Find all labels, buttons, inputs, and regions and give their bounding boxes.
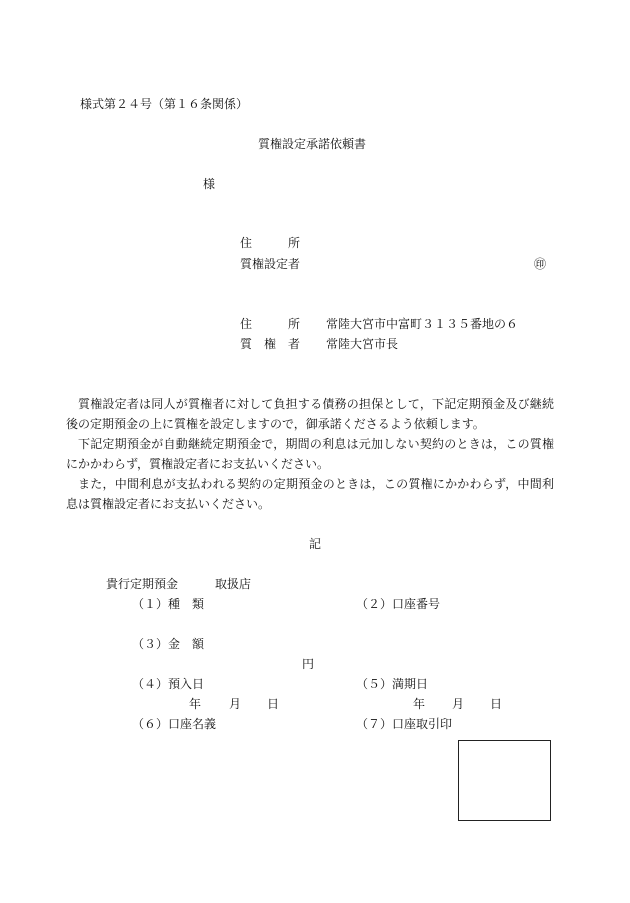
deposit-header-left: 貴行定期預金 bbox=[106, 577, 179, 591]
seal-mark-icon: ㊞ bbox=[534, 257, 547, 271]
maturity-date-year: 年 bbox=[413, 697, 426, 711]
body-paragraph-1: 質権設定者は同人が質権者に対して負担する債務の担保として，下記定期預金及び継続後の定期預金の上に質権を設定しますので，御承諾くださるよう依頼します。 bbox=[66, 397, 554, 431]
seal-impression-box bbox=[458, 740, 551, 821]
item-type: （１）種 類 bbox=[132, 597, 205, 611]
body-paragraph-3: また，中間利息が支払われる契約の定期預金のときは，この質権にかかわらず，中間利息は質権設定者にお支払いください。 bbox=[66, 477, 554, 511]
maturity-date-month: 月 bbox=[452, 697, 465, 711]
item-maturity-date: （５）満期日 bbox=[356, 677, 429, 691]
addressee-suffix: 様 bbox=[203, 177, 216, 191]
body-paragraph-2: 下記定期預金が自動継続定期預金で，期間の利息は元加しない契約のときは，この質権にかかわらず，質権設定者にお支払いください。 bbox=[66, 437, 554, 471]
deposit-date-year: 年 bbox=[189, 697, 202, 711]
deposit-date-day: 日 bbox=[267, 697, 280, 711]
pledgee-name-value: 常陸大宮市長 bbox=[326, 337, 399, 351]
maturity-date-day: 日 bbox=[490, 697, 503, 711]
ki-heading: 記 bbox=[309, 537, 322, 551]
pledgee-name-label: 質 権 者 bbox=[240, 337, 301, 351]
amount-yen-unit: 円 bbox=[302, 657, 315, 671]
form-number: 様式第２４号（第１６条関係） bbox=[80, 97, 249, 111]
pledgee-address-value: 常陸大宮市中富町３１３５番地の６ bbox=[326, 317, 519, 331]
deposit-date-month: 月 bbox=[229, 697, 242, 711]
pledgor-address-label: 住 所 bbox=[240, 236, 301, 250]
item-account-seal: （７）口座取引印 bbox=[356, 717, 453, 731]
item-account-number: （２）口座番号 bbox=[356, 597, 441, 611]
item-account-holder: （６）口座名義 bbox=[132, 717, 217, 731]
document-title: 質権設定承諾依頼書 bbox=[258, 137, 367, 151]
pledgee-address-label: 住 所 bbox=[240, 317, 301, 331]
pledgor-name-label: 質権設定者 bbox=[240, 257, 301, 271]
item-amount: （３）金 額 bbox=[132, 637, 205, 651]
item-deposit-date: （４）預入日 bbox=[132, 677, 205, 691]
deposit-header-branch: 取扱店 bbox=[215, 577, 252, 591]
